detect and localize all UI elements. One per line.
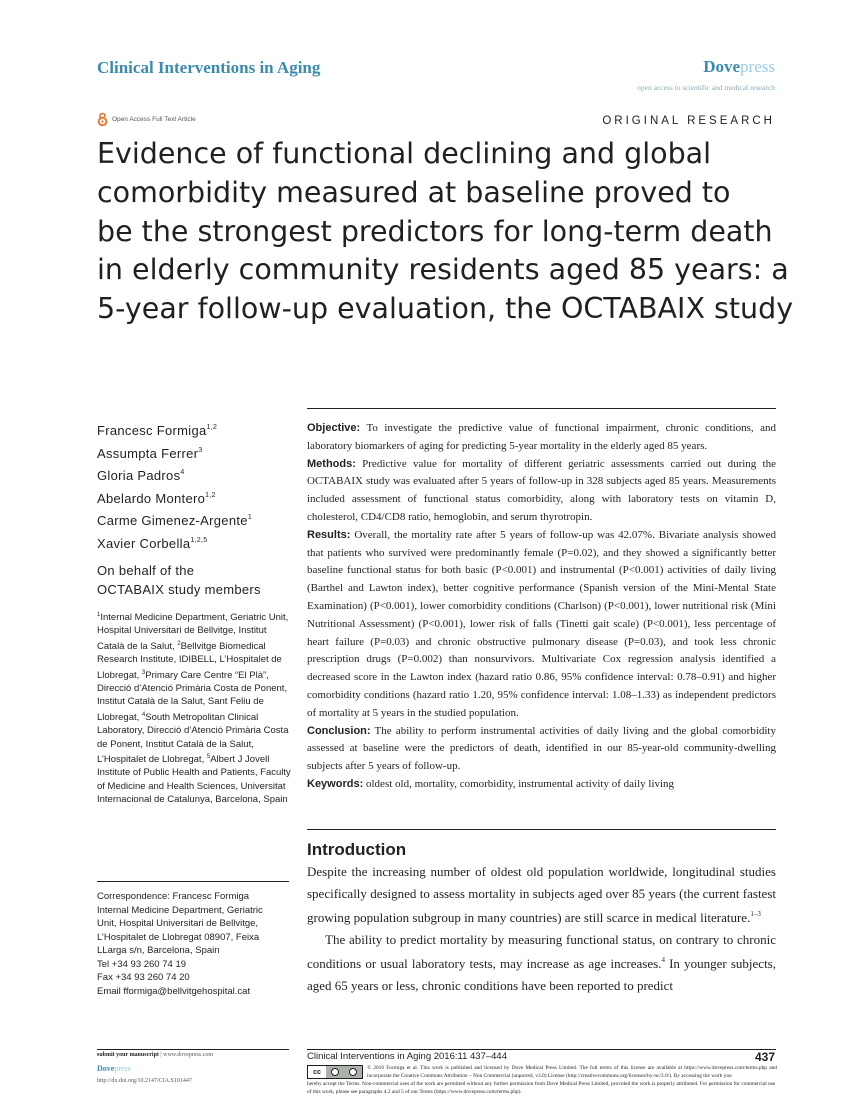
paragraph: The ability to predict mortality by measuring functional status, on contrary to chronic conditions or usual laboratory tests, may increase as age increases.$^4$ In younger subjects, aged 65 years or less, chronic conditions have been reported to predict <box>307 931 776 993</box>
publisher-light: press <box>740 57 775 76</box>
title-line: in elderly community residents aged 85 years: a <box>97 253 789 287</box>
abstract-conclusion: Conclusion: The ability to perform instrumental activities of daily living and the global comorbidity assessed at baseline were the predictors of death, identified in our 85-year-old community-dwelling subjects after 5 years of follow-up. <box>307 724 776 773</box>
divider <box>97 1049 289 1050</box>
abstract-keywords: Keywords: oldest old, mortality, comorbidity, instrumental activity of daily living <box>307 777 675 790</box>
license-text-continued: hereby accept the Terms. Non-commercial uses of the work are permitted without any further permission from Dove Medical Press Limited, provided the work is properly attributed. For permission for commercial use of this work, please see paragraphs 4.2 and 5 of our Terms (https://www.dovepress.com/terms.php). <box>307 1081 776 1095</box>
abstract <box>307 420 776 794</box>
footer-publisher-logo[interactable]: Dovepress <box>97 1064 131 1073</box>
author: Gloria Padros$^4$ <box>97 468 185 483</box>
divider <box>307 1049 776 1050</box>
publisher-logo[interactable] <box>703 57 775 77</box>
nc-icon <box>349 1068 357 1076</box>
submit-manuscript-link[interactable]: submit your manuscript | www.dovepress.com <box>97 1052 214 1058</box>
abstract-objective: Objective: To investigate the predictive value of functional impairment, chronic conditions, and laboratory biomarkers of aging for predicting 5-year mortality in the elderly aged 85 years. <box>307 422 776 452</box>
title-line: comorbidity measured at baseline proved to <box>97 175 731 209</box>
doi-link[interactable]: http://dx.doi.org/10.2147/CIA.S101447 <box>97 1078 192 1084</box>
article-type: ORIGINAL RESEARCH <box>602 115 775 127</box>
cc-logo-icon: cc <box>308 1066 326 1078</box>
title-line: be the strongest predictors for long-term death <box>97 214 773 248</box>
journal-citation: Clinical Interventions in Aging 2016:11 437–444 <box>307 1051 507 1062</box>
author: Assumpta Ferrer$^3$ <box>97 445 203 461</box>
abstract-methods: Methods: Predictive value for mortality of different geriatric assessments carried out during the OCTABAIX study was evaluated after 5 years of follow-up in 328 subjects aged 85 years. Measurements included assessment of functional status comorbidity, along with laboratory tests on vitamin D, cholesterol, CD4/CD8 ratio, hemoglobin, and serum thyrotropin. <box>307 457 776 523</box>
journal-name: Clinical Interventions in Aging <box>97 58 321 77</box>
by-icon <box>331 1068 339 1076</box>
publisher-bold: Dove <box>703 57 741 76</box>
correspondence: Correspondence: Francesc Formiga Internal Medicine Department, Geriatric Unit, Hospital Universitari de Bellvitge, L’Hospitalet de Llobregat 08907, Feixa LLarga s/n, Barcelona, Spain Tel +34 93 260 74 19 Fax +34 93 260 74 20 Email fformiga@bellvitgehospital.cat <box>97 890 297 998</box>
author: Xavier Corbella$^{1,2,5}$ <box>97 535 208 551</box>
correspondence-email[interactable]: Email fformiga@bellvitgehospital.cat <box>97 985 251 997</box>
open-access-label: Open Access Full Text Article <box>112 115 196 123</box>
author: Abelardo Montero$^{1,2}$ <box>97 490 216 506</box>
article-title <box>97 135 794 329</box>
introduction-body <box>307 861 776 997</box>
author: Carme Gimenez-Argente$^1$ <box>97 513 253 528</box>
section-heading-introduction: Introduction <box>307 840 407 859</box>
title-line: 5-year follow-up evaluation, the OCTABAIX study <box>97 292 794 326</box>
divider <box>97 881 289 882</box>
author-column <box>97 418 292 807</box>
divider <box>307 408 776 409</box>
divider <box>307 829 776 830</box>
study-group: On behalf of the OCTABAIX study members <box>97 563 261 597</box>
cc-by-nc-icon <box>307 1065 363 1079</box>
affiliations: $^1$Internal Medicine Department, Geriatric Unit, Hospital Universitari de Bellvitge, Institut Català de la Salut, $^2$Bellvitge Biomedical Research Institute, IDIBELL, L’Hospitalet de Llobregat, $^3$Primary Care Centre “El Plà”, Direcció d’Atenció Primària Costa de Ponent, Institut Català de la Salut, Sant Feliu de Llobregat, $^4$South Metropolitan Clinical Laboratory, Direcció d’Atenció Primària Costa de Ponent, Institut Català de la Salut, L’Hospitalet de Llobregat, $^5$Albert J Jovell Institute of Public Health and Patients, Faculty of Medicine and Health Sciences, Universitat Internacional de Catalunya, Barcelona, Spain <box>97 612 291 806</box>
abstract-results: Results: Overall, the mortality rate after 5 years of follow-up was 42.07%. Bivariate analysis showed that patients who survived were predominantly female (P=0.02), and they showed a significantly better baseline functional status for both basic (P<0.001) and instrumental (P<0.001) activities of daily living (Barthel and Lawton index), better cognitive performance (Spanish version of the Mini-Mental State Examination) (P<0.001), lower comorbidity conditions (Charlson) (P<0.001), lower nutritional risk (Mini Nutritional Assessment) (P<0.001), lower risk of falls (Tinetti gait scale) (P<0.001), less percentage of heart failure (P=0.03) and chronic obstructive pulmonary disease (P=0.03), and took less chronic prescription drugs (P=0.002) than nonsurvivors. Multivariate Cox regression analysis identified a decreased score in the Lawton index (hazard ratio 0.86, 95% confidence interval: 0.78–0.91) and higher comorbidity conditions (hazard ratio 1.20, 95% confidence interval: 1.08–1.33) as independent predictors of mortality at 5 years in the studied population. <box>307 528 777 719</box>
publisher-tagline: open access to scientific and medical research <box>637 83 775 92</box>
paragraph: Despite the increasing number of oldest old population worldwide, longitudinal studies specifically designed to assess mortality in subjects aged over 85 years (the current fastest growing population subgroup in many countries) are still scarce in medical literature.$^{1-3}$ <box>307 864 776 926</box>
open-access-badge <box>97 112 196 126</box>
license-text: © 2016 Formiga et al. This work is published and licensed by Dove Medical Press Limited. The full terms of this license are available at https://www.dovepress.com/terms.php and incorporate the Creative Commons Attribution – Non Commercial (unported, v3.0) License (http://creativecommons.org/licenses/by-nc/3.0/). By accessing the work you <box>367 1065 777 1079</box>
creative-commons-badge[interactable] <box>307 1065 363 1079</box>
author: Francesc Formiga$^{1,2}$ <box>97 423 218 438</box>
open-access-lock-icon <box>97 112 108 126</box>
title-line: Evidence of functional declining and global <box>97 137 712 170</box>
page-number: 437 <box>754 1050 775 1064</box>
